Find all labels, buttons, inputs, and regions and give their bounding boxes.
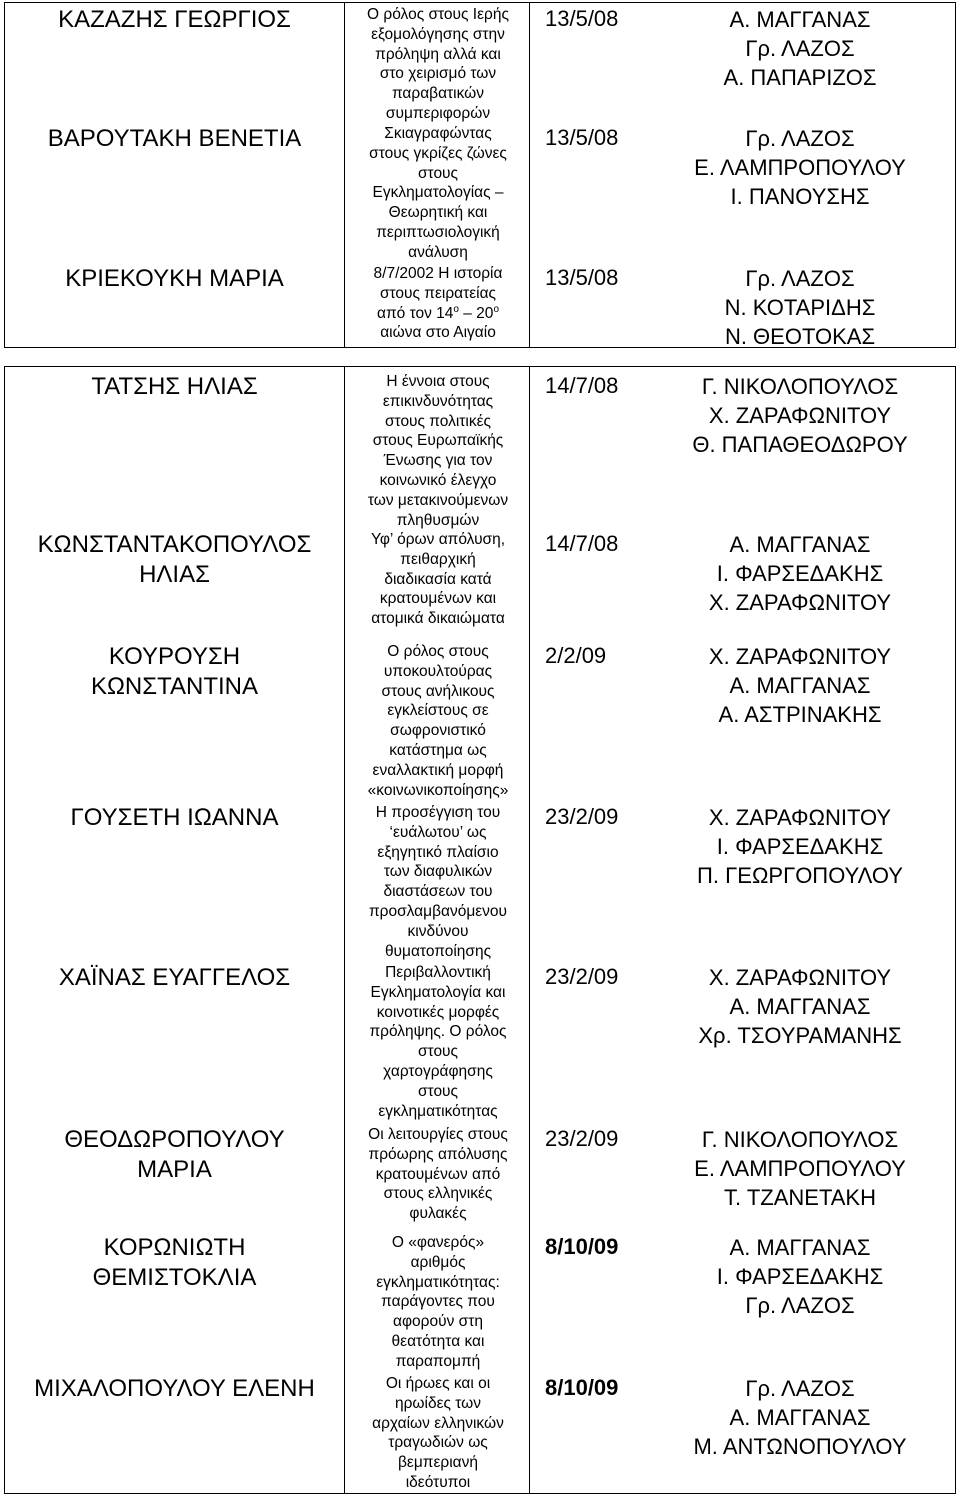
defense-date: 14/7/08 [545,531,619,556]
defense-date: 8/10/09 [545,1375,619,1400]
table-section-1 [4,2,956,348]
defense-date: 13/5/08 [545,265,619,290]
student-name: ΒΑΡΟΥΤΑΚΗ ΒΕΝΕΤΙΑ [47,125,302,152]
thesis-topic: Ο ρόλος στους Ιερής εξομολόγησης στην πρόληψη αλλά και στο χειρισμό των παραβατικών συμπεριφορών [367,6,509,122]
thesis-topic: Η προσέγγιση του ‘ευάλωτου’ ως εξηγητικό πλαίσιο των διαφυλικών διαστάσεων του προσλαμβανόμενου κινδύνου θυματοποίησης [368,804,508,960]
student-name: ΓΟΥΣΕΤΗ ΙΩΑΝΝΑ [70,804,279,831]
column-divider [344,367,345,1493]
student-name: ΜΙΧΑΛΟΠΟΥΛΟΥ ΕΛΕΝΗ [34,1375,315,1402]
thesis-topic: 8/7/2002 Η ιστορία στους πειρατείας από τον $14^o - 20^o$ αιώνα στο Αιγαίο [373,265,503,342]
student-name: ΚΑΖΑΖΗΣ ΓΕΩΡΓΙΟΣ [58,6,291,33]
column-divider [344,3,345,347]
student-name: ΚΩΝΣΤΑΝΤΑΚΟΠΟΥΛΟΣ ΗΛΙΑΣ [37,531,312,588]
table-section-2 [4,366,956,1494]
thesis-topic: Οι ήρωες και οι ηρωίδες των αρχαίων ελληνικών τραγωδιών ως βεμπεριανή ιδεότυποι [372,1375,504,1491]
defense-date: 23/2/09 [545,964,619,989]
defense-date: 14/7/08 [545,373,619,398]
committee-members: Χ. ΖΑΡΑΦΩΝΙΤΟΥ Α. ΜΑΓΓΑΝΑΣ Α. ΑΣΤΡΙΝΑΚΗΣ [708,644,892,727]
student-name: ΘΕΟΔΩΡΟΠΟΥΛΟΥ ΜΑΡΙΑ [64,1126,285,1183]
defense-date: 13/5/08 [545,6,619,31]
committee-members: Α. ΜΑΓΓΑΝΑΣ Γρ. ΛΑΖΟΣ Α. ΠΑΠΑΡΙΖΟΣ [723,7,877,90]
thesis-topic: Ο «φανερός» αριθμός εγκληματικότητας: παράγοντες που αφορούν στη θεατότητα και παραπομπή [376,1234,500,1370]
defense-date: 13/5/08 [545,125,619,150]
committee-members: Γρ. ΛΑΖΟΣ Α. ΜΑΓΓΑΝΑΣ Μ. ΑΝΤΩΝΟΠΟΥΛΟΥ [693,1376,907,1459]
committee-members: Γ. ΝΙΚΟΛΟΠΟΥΛΟΣ Ε. ΛΑΜΠΡΟΠΟΥΛΟΥ Τ. ΤΖΑΝΕΤΑΚΗ [694,1127,906,1210]
defense-date: 23/2/09 [545,804,619,829]
student-name: ΧΑΪΝΑΣ ΕΥΑΓΓΕΛΟΣ [58,964,291,991]
committee-members: Γρ. ΛΑΖΟΣ Ε. ΛΑΜΠΡΟΠΟΥΛΟΥ Ι. ΠΑΝΟΥΣΗΣ [694,126,906,209]
thesis-topic: Περιβαλλοντική Εγκληματολογία και κοινοτικές μορφές πρόληψης. Ο ρόλος στους χαρτογράφησης στους εγκληματικότητας [369,964,507,1120]
thesis-topic: Οι λειτουργίες στους πρόωρης απόλυσης κρατουμένων από στους ελληνικές φυλακές [368,1126,508,1223]
thesis-topic: Υφ’ όρων απόλυση, πειθαρχική διαδικασία κατά κρατουμένων και ατομικά δικαιώματα [370,531,506,628]
student-name: ΤΑΤΣΗΣ ΗΛΙΑΣ [91,373,258,400]
committee-members: Γρ. ΛΑΖΟΣ Ν. ΚΟΤΑΡΙΔΗΣ Ν. ΘΕΟΤΟΚΑΣ [724,266,876,349]
committee-members: Α. ΜΑΓΓΑΝΑΣ Ι. ΦΑΡΣΕΔΑΚΗΣ Χ. ΖΑΡΑΦΩΝΙΤΟΥ [708,532,892,615]
committee-members: Γ. ΝΙΚΟΛΟΠΟΥΛΟΣ Χ. ΖΑΡΑΦΩΝΙΤΟΥ Θ. ΠΑΠΑΘΕΟΔΩΡΟΥ [692,374,908,457]
defense-date: 23/2/09 [545,1126,619,1151]
defense-date: 8/10/09 [545,1234,619,1259]
thesis-topic: Σκιαγραφώντας στους γκρίζες ζώνες στους Εγκληματολογίας – Θεωρητική και περιπτωσιολογική ανάλυση [369,125,507,261]
column-divider [529,367,530,1493]
student-name: ΚΟΡΩΝΙΩΤΗ ΘΕΜΙΣΤΟΚΛΙΑ [92,1234,257,1291]
defense-date: 2/2/09 [545,643,607,668]
thesis-topic: Ο ρόλος στους υποκουλτούρας στους ανήλικους εγκλείστους σε σωφρονιστικό κατάστημα ως εναλλακτική μορφή «κοινωνικοποίησης» [367,643,509,799]
committee-members: Α. ΜΑΓΓΑΝΑΣ Ι. ΦΑΡΣΕΔΑΚΗΣ Γρ. ΛΑΖΟΣ [716,1235,884,1318]
student-name: ΚΡΙΕΚΟΥΚΗ ΜΑΡΙΑ [65,265,284,292]
column-divider [529,3,530,347]
student-name: ΚΟΥΡΟΥΣΗ ΚΩΝΣΤΑΝΤΙΝΑ [90,643,258,700]
thesis-topic: Η έννοια στους επικινδυνότητας στους πολιτικές στους Ευρωπαϊκής Ένωσης για τον κοινωνικό έλεγχο των μετακινούμενων πληθυσμών [367,373,509,529]
committee-members: Χ. ΖΑΡΑΦΩΝΙΤΟΥ Α. ΜΑΓΓΑΝΑΣ Χρ. ΤΣΟΥΡΑΜΑΝΗΣ [698,965,902,1048]
committee-members: Χ. ΖΑΡΑΦΩΝΙΤΟΥ Ι. ΦΑΡΣΕΔΑΚΗΣ Π. ΓΕΩΡΓΟΠΟΥΛΟΥ [697,805,903,888]
